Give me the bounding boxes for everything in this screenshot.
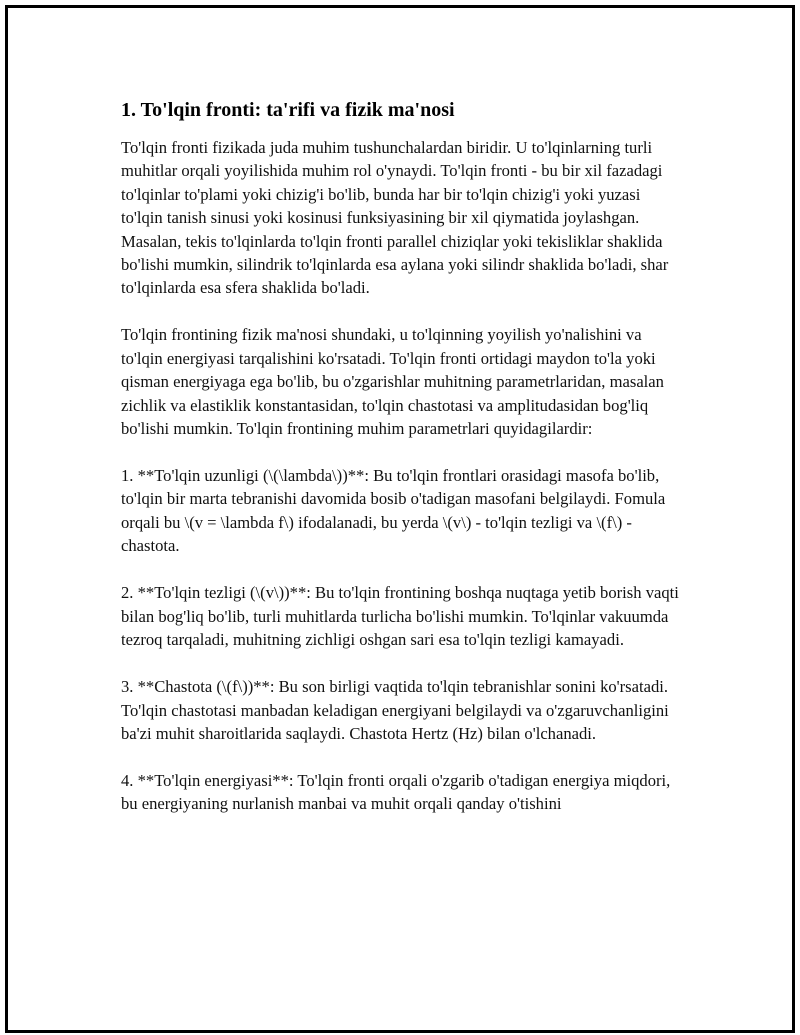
paragraph-physical-meaning: To'lqin frontining fizik ma'nosi shundaki, u to'lqinning yoyilish yo'nalishini va to'lqin energiyasi tarqalishini ko'rsatadi. To'lqin fronti ortidagi maydon to'la yoki qisman energiyaga ega bo'lib, bu o'zgarishlar muhitning parametrlaridan, masalan zichlik va elastiklik konstantasidan, to'lqin chastotasi va amplitudasidan bog'liq bo'lishi mumkin. To'lqin frontining muhim parametrlari quyidagilardir: xyxy=(121,325,664,439)
list-item-wavelength: 1. **To'lqin uzunligi (\(\lambda\))**: Bu to'lqin frontlari orasidagi masofa bo'lib, to'lqin bir marta tebranishi davomida bosib o'tadigan masofani belgilaydi. Fomula orqali bu \(v = \lambda f\) ifodalanadi, bu yerda \(v\) - to'lqin tezligi va \(f\) - chastota. xyxy=(121,466,666,556)
paragraph-definition: To'lqin fronti fizikada juda muhim tushunchalardan biridir. U to'lqinlarning turli muhitlar orqali yoyilishida muhim rol o'ynaydi. To'lqin fronti - bu bir xil fazadagi to'lqinlar to'plami yoki chizig'i bo'lib, bunda har bir to'lqin chizig'i yoki yuzasi to'lqin tanish sinusi yoki kosinusi funksiyasining bir xil qiymatida joylashgan. Masalan, tekis to'lqinlarda to'lqin fronti parallel chiziqlar yoki tekisliklar shaklida bo'lishi mumkin, silindrik to'lqinlarda esa aylana yoki silindr shaklida bo'ladi, shar to'lqinlarda esa sfera shaklida bo'ladi. xyxy=(121,138,669,298)
list-item-wave-energy: 4. **To'lqin energiyasi**: To'lqin fronti orqali o'zgarib o'tadigan energiya miqdori, bu energiyaning nurlanish manbai va muhit orqali qanday o'tishini xyxy=(121,770,671,814)
page-frame xyxy=(5,5,795,1033)
section-heading: 1. To'lqin fronti: ta'rifi va fizik ma'nosi xyxy=(121,99,455,121)
list-item-frequency: 3. **Chastota (\(f\))**: Bu son birligi vaqtida to'lqin tebranishlar sonini ko'rsatadi. To'lqin chastotasi manbadan keladigan energiyani belgilaydi va o'zgaruvchanligini ba'zi muhit sharoitlarida saqlaydi. Chastota Hertz (Hz) bilan o'lchanadi. xyxy=(121,677,669,743)
document-body xyxy=(121,97,686,839)
list-item-wave-speed: 2. **To'lqin tezligi (\(v\))**: Bu to'lqin frontining boshqa nuqtaga yetib borish vaqti bilan bog'liq bo'lib, turli muhitlarda turlicha bo'lishi mumkin. To'lqinlar vakuumda tezroq tarqaladi, muhitning zichligi oshgan sari esa to'lqin tezligi kamayadi. xyxy=(121,583,679,650)
